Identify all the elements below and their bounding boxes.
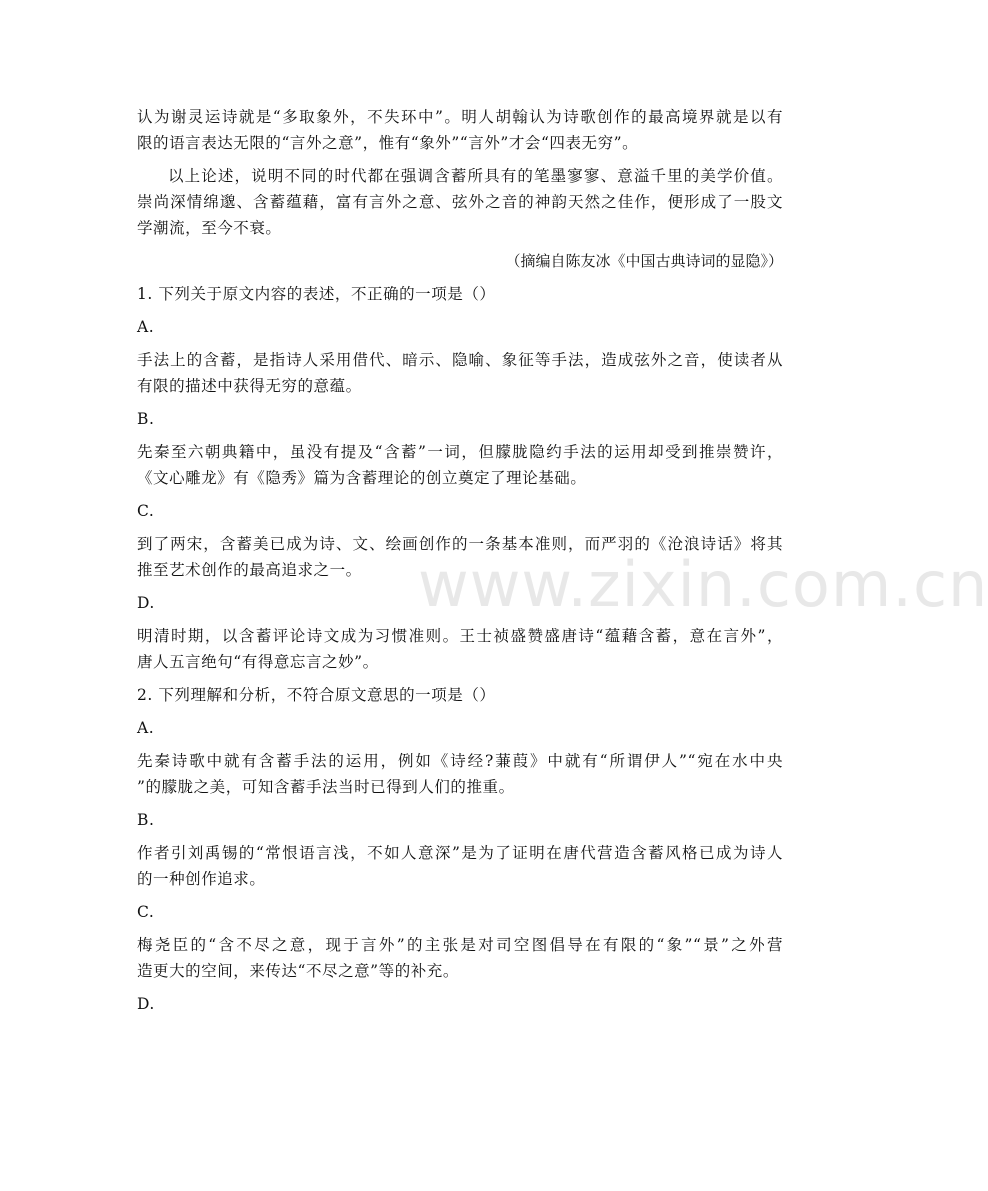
text-line: 的一种创作追求。 [137, 870, 266, 888]
option-text-c [137, 932, 783, 984]
option-letter-c: C. [137, 903, 155, 921]
option-letter-c: C. [137, 502, 155, 520]
text-line: 到了两宋，含蓄美已成为诗、文、绘画创作的一条基本准则，而严羽的《沧浪诗话》将其 [137, 535, 783, 553]
text-line: 认为谢灵运诗就是“多取象外，不失环中”。明人胡翰认为诗歌创作的最高境界就是以有 [137, 108, 783, 126]
question-2 [137, 682, 783, 1017]
option-text-d [137, 623, 783, 675]
intro-paragraph-2 [137, 163, 783, 241]
text-line: 作者引刘禹锡的“常恨语言浅，不如人意深”是为了证明在唐代营造含蓄风格已成为诗人 [137, 844, 783, 862]
text-line: 先秦诗歌中就有含蓄手法的运用，例如《诗经?蒹葭》中就有“所谓伊人”“宛在水中央 [137, 752, 783, 770]
option-text-b [137, 840, 783, 892]
option-letter-d: D. [137, 594, 155, 612]
text-line: 以上论述，说明不同的时代都在强调含蓄所具有的笔墨寥寥、意溢千里的美学价值。 [168, 167, 783, 185]
text-line: 梅尧臣的“含不尽之意，现于言外”的主张是对司空图倡导在有限的“象”“景”之外营 [137, 936, 783, 954]
text-line: 推至艺术创作的最高追求之一。 [137, 561, 362, 579]
text-line: 手法上的含蓄，是指诗人采用借代、暗示、隐喻、象征等手法，造成弦外之音，使读者从 [137, 351, 783, 369]
text-line: 明清时期，以含蓄评论诗文成为习惯准则。王士祯盛赞盛唐诗“蕴藉含蓄，意在言外”， [137, 627, 783, 645]
option-letter-d: D. [137, 995, 155, 1013]
watermark-text: www.zixin.com.cn [418, 548, 988, 621]
text-line: 造更大的空间，来传达“不尽之意”等的补充。 [137, 962, 459, 980]
intro-paragraph-1 [137, 104, 783, 156]
option-text-c [137, 531, 783, 583]
text-line: 唐人五言绝句“有得意忘言之妙”。 [137, 653, 379, 671]
text-line: 《文心雕龙》有《隐秀》篇为含蓄理论的创立奠定了理论基础。 [137, 469, 587, 487]
option-letter-a: A. [137, 318, 155, 336]
text-line: ”的朦胧之美，可知含蓄手法当时已得到人们的推重。 [137, 778, 515, 796]
text-line: 有限的描述中获得无穷的意蕴。 [137, 377, 362, 395]
question-stem: 2. 下列理解和分析，不符合原文意思的一项是（） [137, 686, 496, 704]
text-line: 崇尚深情绵邈、含蓄蕴藉，富有言外之意、弦外之音的神韵天然之佳作，便形成了一股文 [137, 193, 783, 211]
document-page [137, 104, 783, 1017]
question-stem: 1. 下列关于原文内容的表述，不正确的一项是（） [137, 285, 496, 303]
option-letter-a: A. [137, 719, 155, 737]
text-line: 先秦至六朝典籍中，虽没有提及“含蓄”一词，但朦胧隐约手法的运用却受到推崇赞许， [137, 443, 783, 461]
option-letter-b: B. [137, 410, 155, 428]
option-text-a [137, 347, 783, 399]
source-citation: （摘编自陈友冰《中国古典诗词的显隐》） [505, 252, 783, 270]
option-letter-b: B. [137, 811, 155, 829]
option-text-b [137, 439, 783, 491]
question-1 [137, 281, 783, 675]
text-line: 学潮流，至今不衰。 [137, 219, 282, 237]
text-line: 限的语言表达无限的“言外之意”，惟有“象外”“言外”才会“四表无穷”。 [137, 134, 639, 152]
option-text-a [137, 748, 783, 800]
